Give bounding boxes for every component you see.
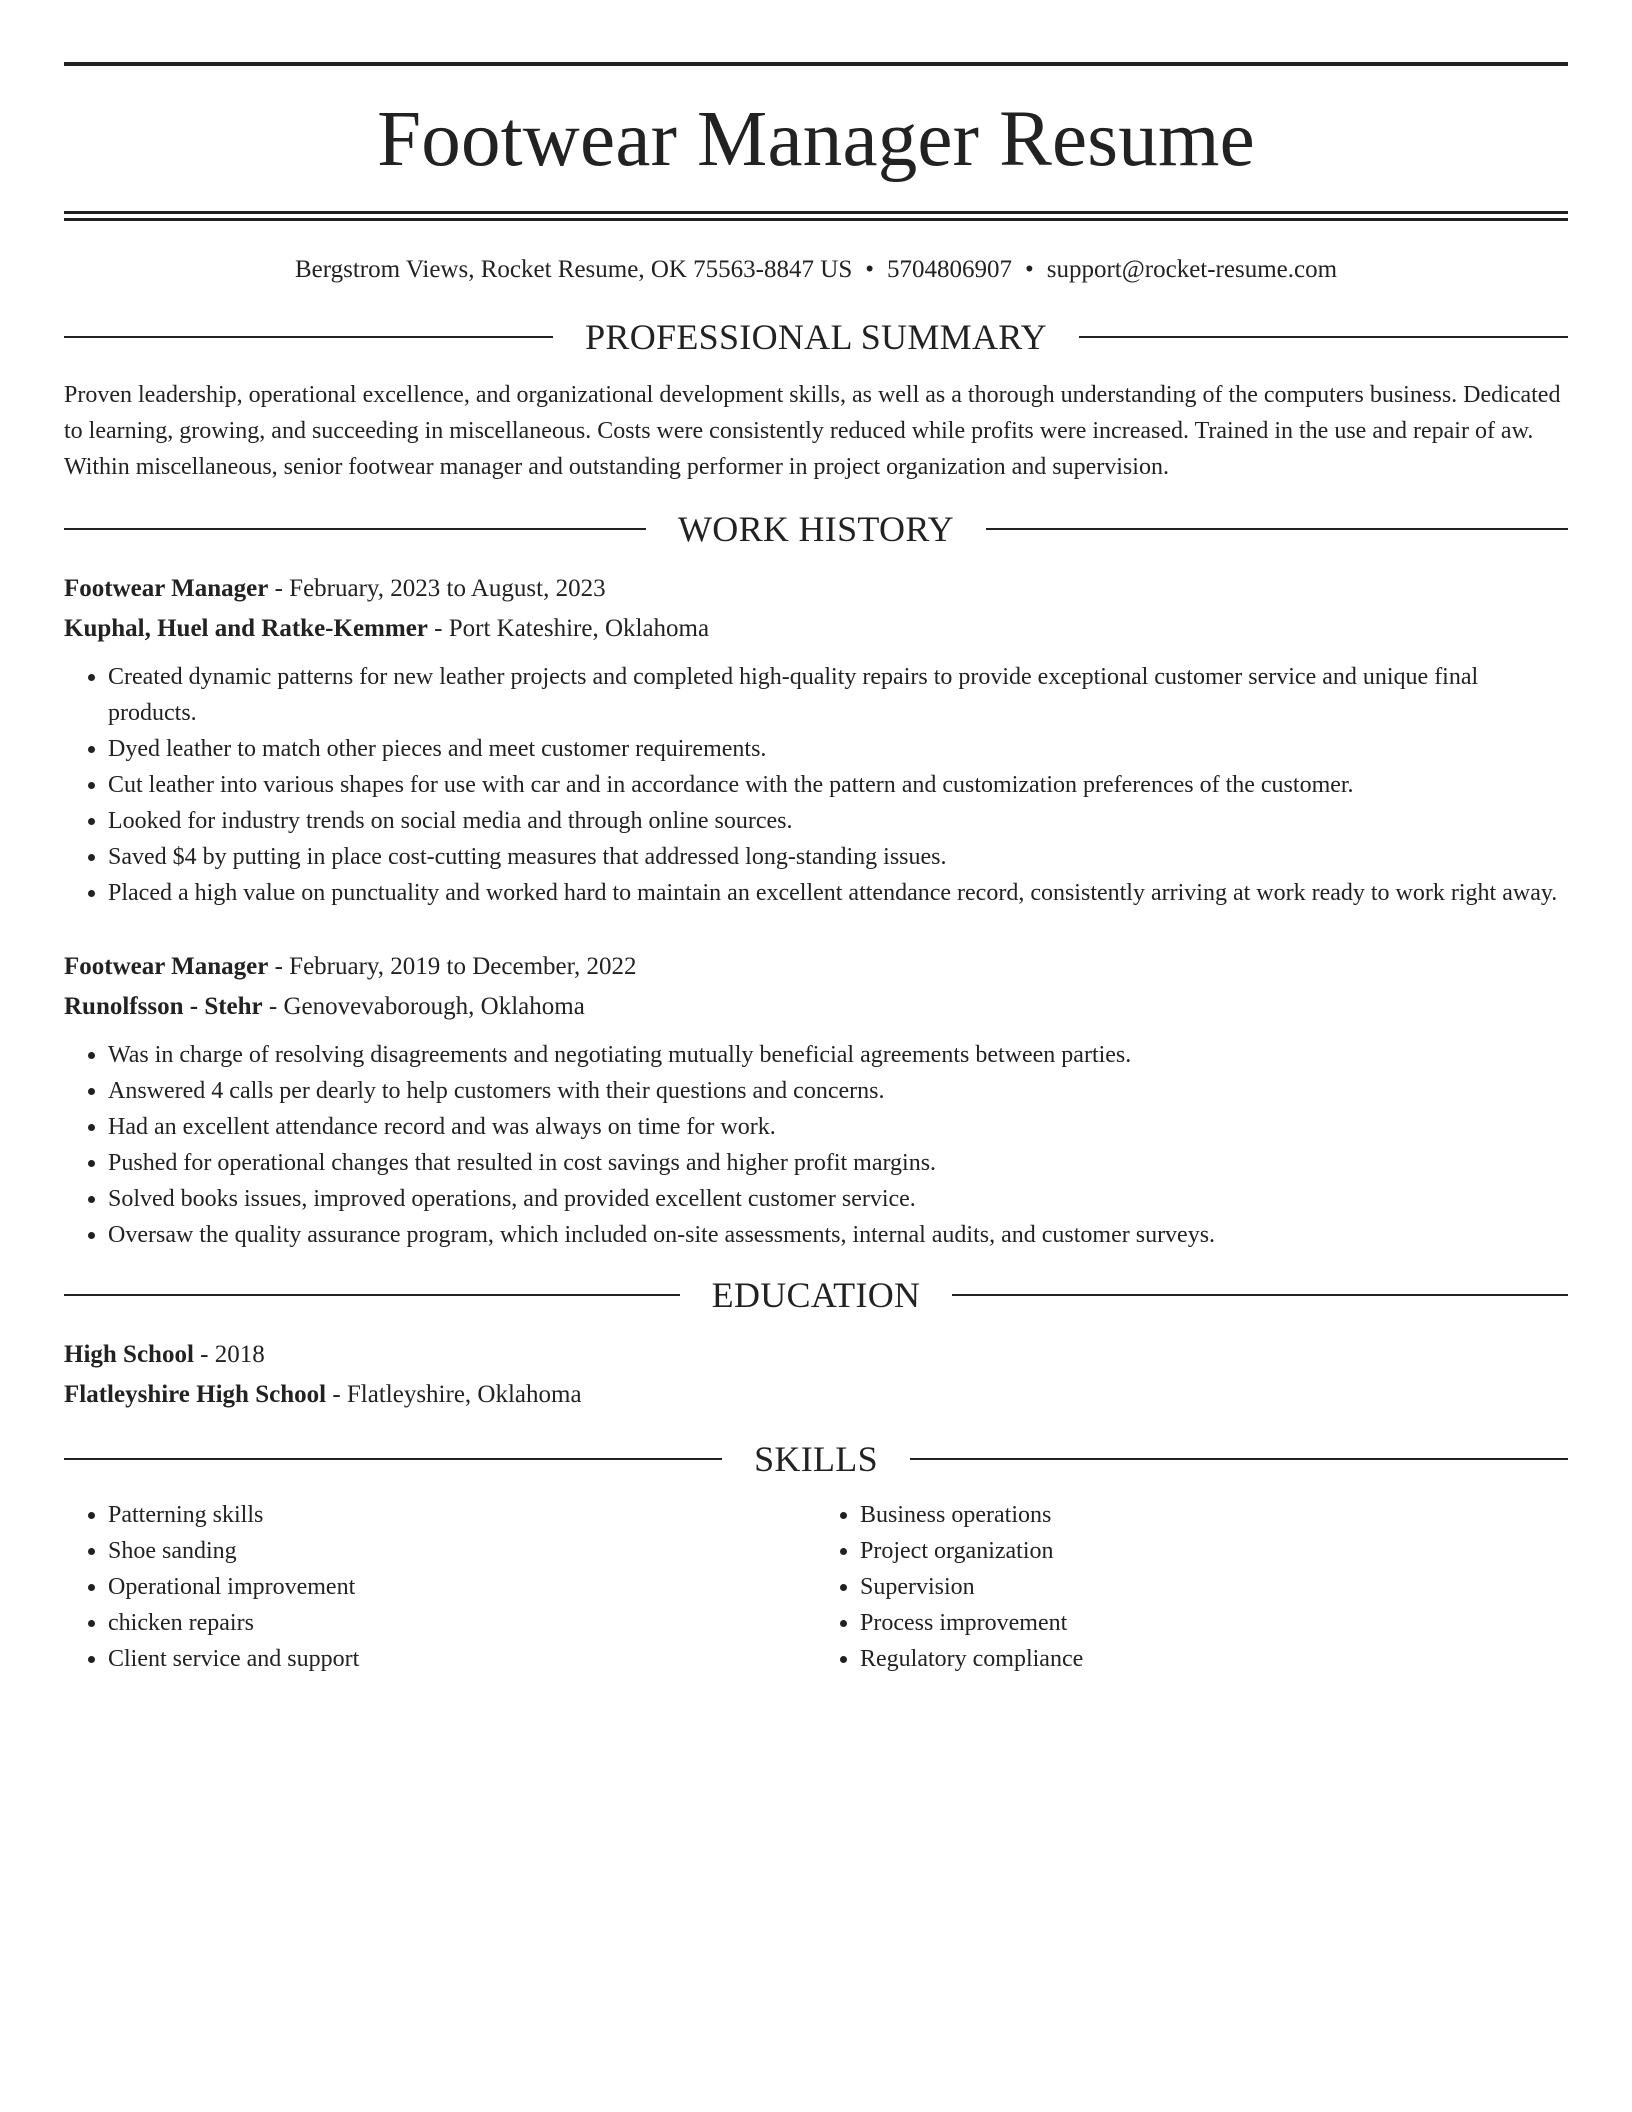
- education-degree-line: [64, 1335, 1568, 1375]
- job-title-line: [64, 947, 1568, 987]
- section-heading-education: [64, 1277, 1568, 1313]
- resume-title: Footwear Manager Resume: [377, 96, 1255, 183]
- job-location: - Port Kateshire, Oklahoma: [427, 615, 710, 642]
- contact-phone: 5704806907: [886, 256, 1012, 283]
- job-location: - Genovevaborough, Oklahoma: [262, 993, 585, 1020]
- job-company: Runolfsson - Stehr: [64, 993, 263, 1020]
- title-double-rule: [64, 211, 1568, 221]
- section-heading-label: PROFESSIONAL SUMMARY: [585, 317, 1047, 357]
- list-item: • Cut leather into various shapes for use with car and in accordance with the pattern and customization preferences of the customer.: [108, 767, 1568, 803]
- skills-columns: [64, 1497, 1568, 1677]
- heading-rule-right: [1079, 336, 1568, 338]
- job-title-line: [64, 569, 1568, 609]
- list-item: • Patterning skills: [108, 1497, 816, 1533]
- job-entry: [64, 569, 1568, 911]
- skills-list-right: [816, 1497, 1568, 1677]
- section-heading-label: SKILLS: [754, 1439, 878, 1479]
- list-item: • Placed a high value on punctuality and worked hard to maintain an excellent attendance record, consistently arriving at work ready to work right away.: [108, 875, 1568, 911]
- job-company-line: [64, 987, 1568, 1027]
- education-school: Flatleyshire High School: [64, 1381, 327, 1408]
- list-item: • Saved $4 by putting in place cost-cutting measures that addressed long-standing issues.: [108, 839, 1568, 875]
- summary-text: Proven leadership, operational excellence, and organizational development skills, as well as a thorough understanding of the computers business. Dedicated to learning, growing, and succeeding in miscellaneous. Costs were consistently reduced while profits were increased. Trained in the use and repair of aw. Within miscellaneous, senior footwear manager and outstanding performer in project organization and supervision.: [64, 382, 1561, 480]
- list-item: • Shoe sanding: [108, 1533, 816, 1569]
- job-entry: [64, 947, 1568, 1253]
- list-item: • Dyed leather to match other pieces and meet customer requirements.: [108, 731, 1568, 767]
- job-bullets: [64, 1037, 1568, 1253]
- list-item: • Regulatory compliance: [860, 1641, 1568, 1677]
- education-degree: High School: [64, 1341, 194, 1368]
- job-company-line: [64, 609, 1568, 649]
- section-heading-skills: [64, 1441, 1568, 1477]
- contact-line: [64, 255, 1568, 285]
- heading-rule-left: [64, 336, 553, 338]
- top-rule: [64, 62, 1568, 66]
- list-item: • Project organization: [860, 1533, 1568, 1569]
- job-dates: - February, 2023 to August, 2023: [268, 575, 606, 602]
- heading-rule-left: [64, 1458, 722, 1460]
- job-title: Footwear Manager: [64, 575, 269, 602]
- list-item: • Operational improvement: [108, 1569, 816, 1605]
- heading-rule-right: [986, 528, 1568, 530]
- contact-separator: •: [1024, 256, 1034, 283]
- list-item: • Client service and support: [108, 1641, 816, 1677]
- heading-rule-right: [952, 1294, 1568, 1296]
- list-item: • Looked for industry trends on social media and through online sources.: [108, 803, 1568, 839]
- contact-email: support@rocket-resume.com: [1046, 256, 1338, 283]
- list-item: • Process improvement: [860, 1605, 1568, 1641]
- skills-list-left: [64, 1497, 816, 1677]
- contact-address: Bergstrom Views, Rocket Resume, OK 75563-8847 US: [294, 256, 853, 283]
- list-item: • Business operations: [860, 1497, 1568, 1533]
- list-item: • chicken repairs: [108, 1605, 816, 1641]
- job-title: Footwear Manager: [64, 953, 269, 980]
- section-heading-work-history: [64, 511, 1568, 547]
- list-item: • Created dynamic patterns for new leather projects and completed high-quality repairs to provide exceptional customer service and unique final products.: [108, 659, 1568, 731]
- job-company: Kuphal, Huel and Ratke-Kemmer: [64, 615, 428, 642]
- job-dates: - February, 2019 to December, 2022: [268, 953, 637, 980]
- list-item: • Answered 4 calls per dearly to help customers with their questions and concerns.: [108, 1073, 1568, 1109]
- heading-rule-left: [64, 1294, 680, 1296]
- list-item: • Solved books issues, improved operations, and provided excellent customer service.: [108, 1181, 1568, 1217]
- list-item: • Oversaw the quality assurance program, which included on-site assessments, internal audits, and customer surveys.: [108, 1217, 1568, 1253]
- education-location: - Flatleyshire, Oklahoma: [326, 1381, 582, 1408]
- contact-separator: •: [865, 256, 874, 283]
- section-heading-label: WORK HISTORY: [678, 509, 954, 549]
- section-heading-summary: [64, 319, 1568, 355]
- heading-rule-right: [910, 1458, 1568, 1460]
- heading-rule-left: [64, 528, 646, 530]
- education-year: - 2018: [193, 1341, 265, 1368]
- education-entry: [64, 1335, 1568, 1415]
- section-heading-label: EDUCATION: [711, 1275, 921, 1315]
- list-item: • Had an excellent attendance record and was always on time for work.: [108, 1109, 1568, 1145]
- education-school-line: [64, 1375, 1568, 1415]
- list-item: • Was in charge of resolving disagreements and negotiating mutually beneficial agreements between parties.: [108, 1037, 1568, 1073]
- list-item: • Pushed for operational changes that resulted in cost savings and higher profit margins.: [108, 1145, 1568, 1181]
- job-bullets: [64, 659, 1568, 911]
- list-item: • Supervision: [860, 1569, 1568, 1605]
